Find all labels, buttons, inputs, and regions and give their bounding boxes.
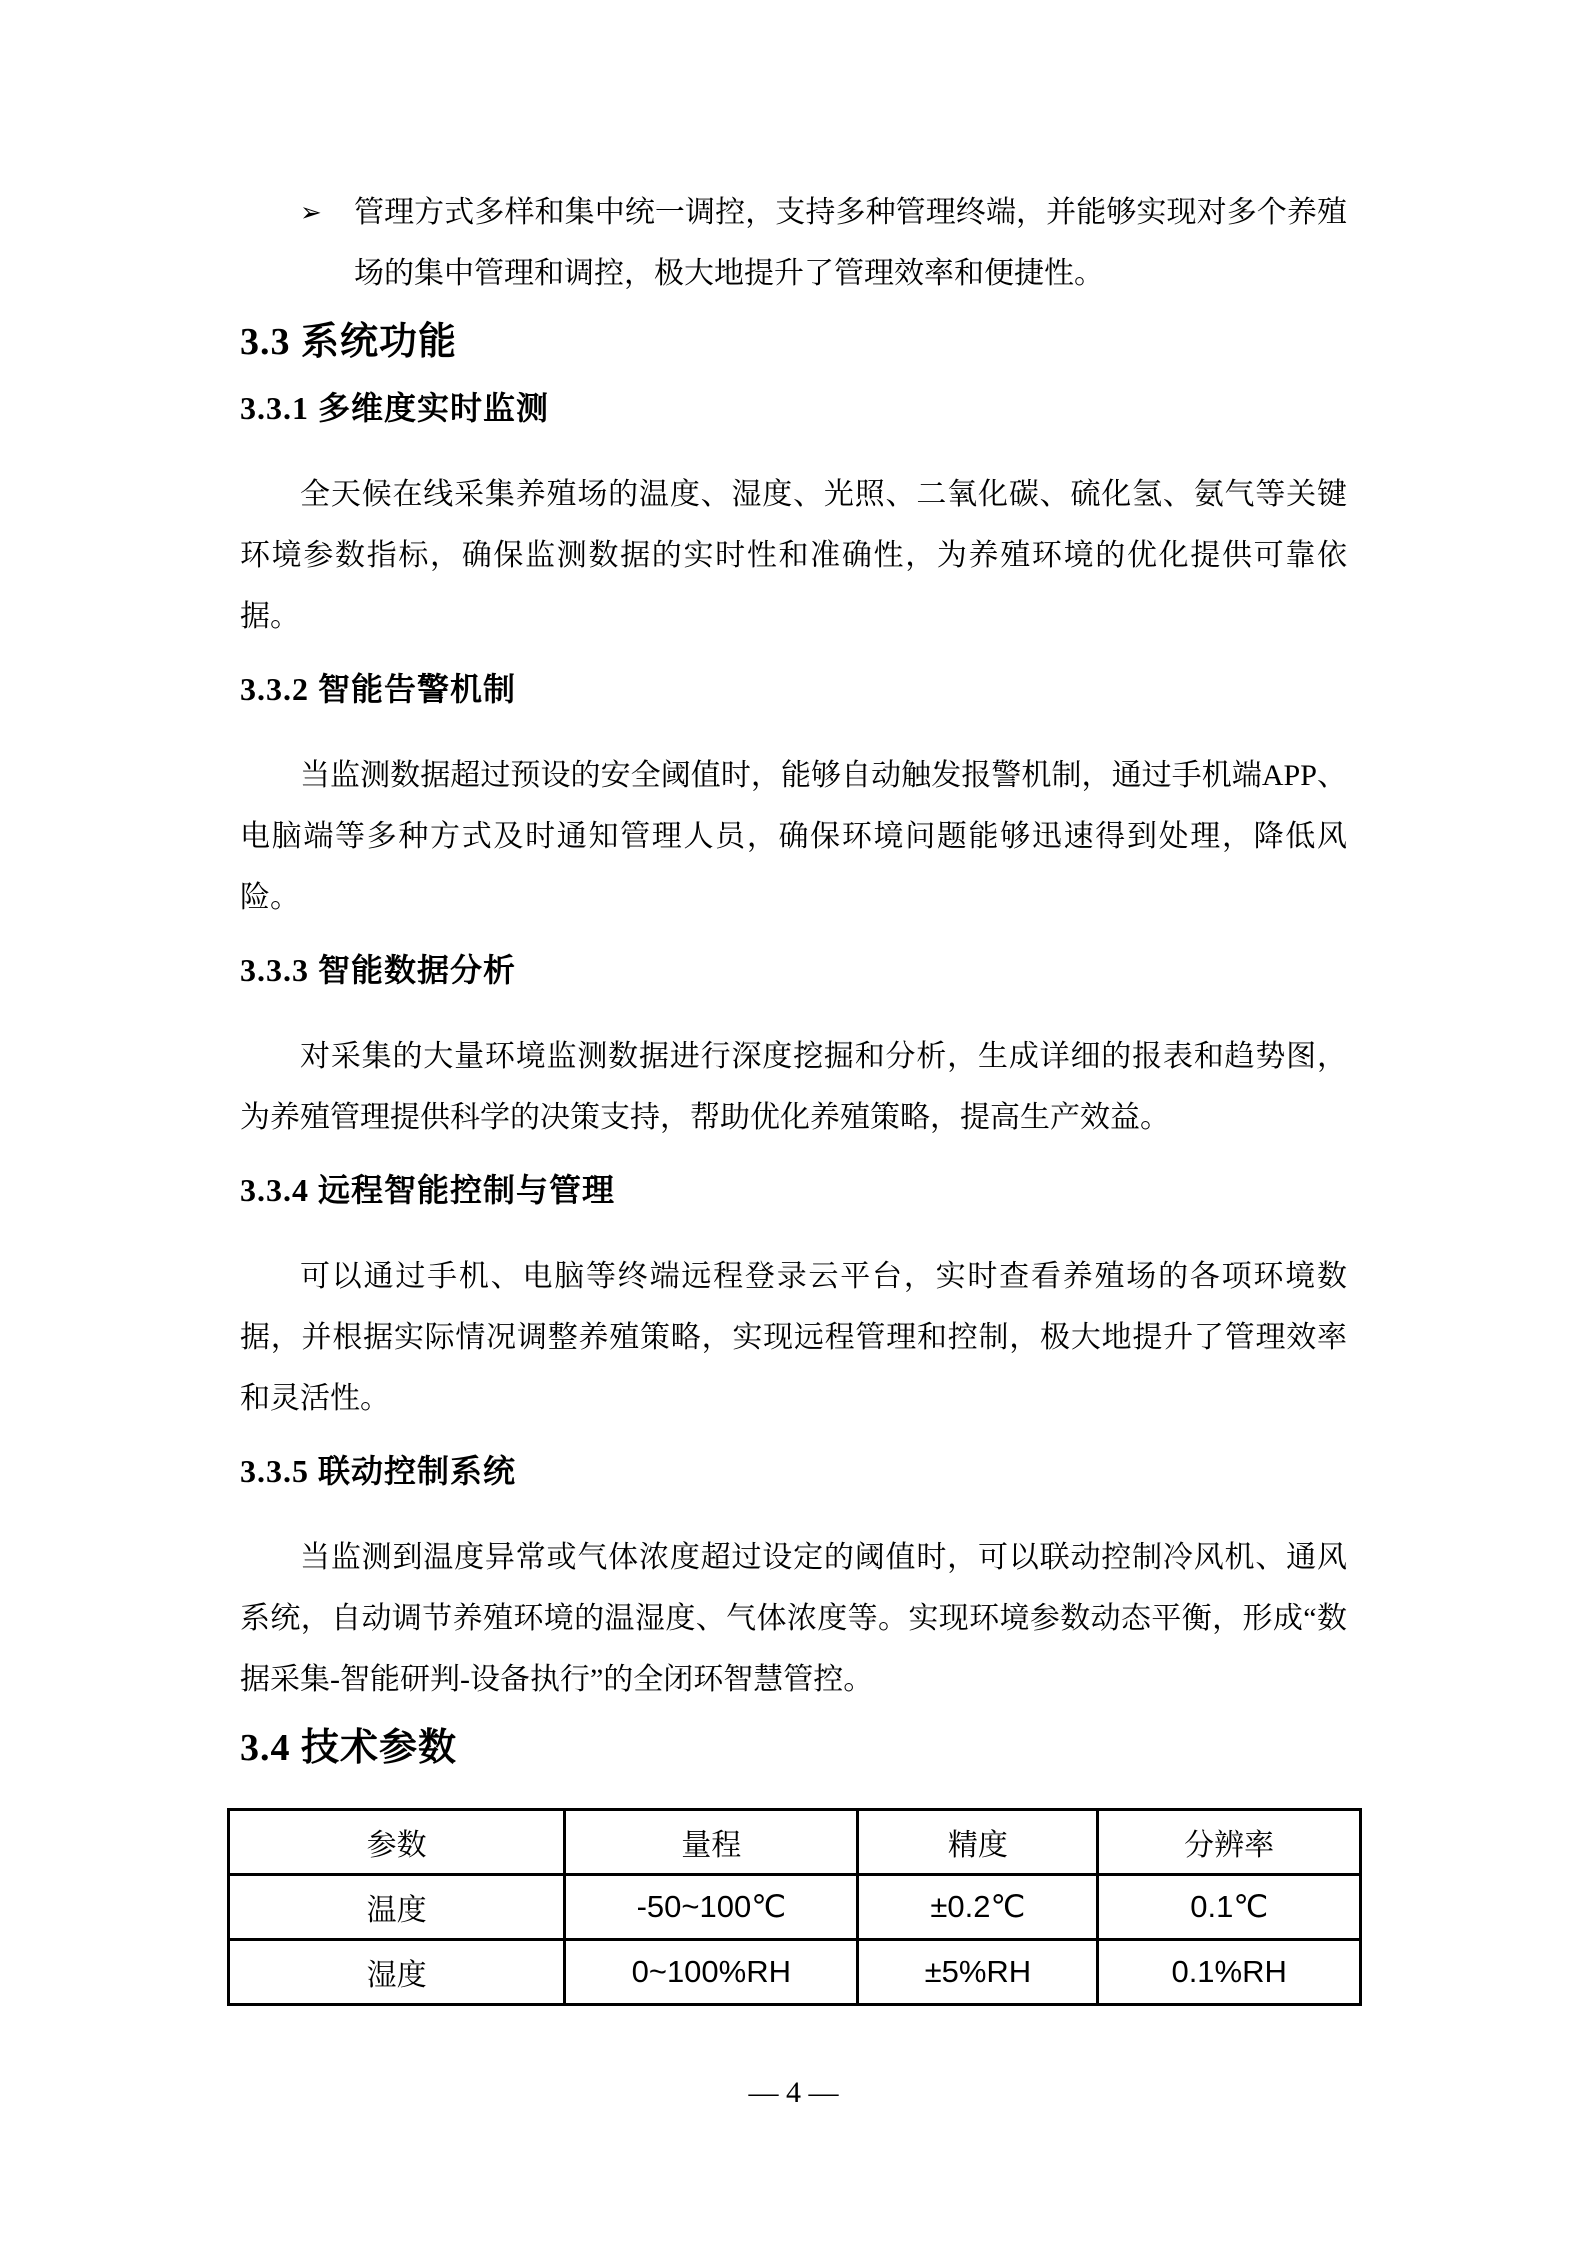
- bullet-list-item: [240, 182, 1347, 304]
- paragraph-3-3-5: 当监测到温度异常或气体浓度超过设定的阈值时，可以联动控制冷风机、通风系统，自动调节养殖环境的温湿度、气体浓度等。实现环境参数动态平衡，形成“数据采集-智能研判-设备执行”的全闭环智慧管控。: [240, 1541, 1347, 1696]
- table-header-cell-resolution: 分辨率: [1098, 1810, 1361, 1875]
- table-cell-temperature-name: 温度: [229, 1875, 565, 1940]
- table-cell-humidity-range: 0~100%RH: [565, 1940, 858, 2005]
- subsection-heading-3-3-5: 3.3.5 联动控制系统: [240, 1453, 517, 1489]
- table-header-cell-range: 量程: [565, 1810, 858, 1875]
- table-cell-humidity-accuracy: ±5%RH: [858, 1940, 1098, 2005]
- paragraph-3-3-2: 当监测数据超过预设的安全阈值时，能够自动触发报警机制，通过手机端APP、电脑端等多种方式及时通知管理人员，确保环境问题能够迅速得到处理，降低风险。: [240, 759, 1347, 914]
- table-header-cell-parameter: 参数: [229, 1810, 565, 1875]
- paragraph-3-3-4: 可以通过手机、电脑等终端远程登录云平台，实时查看养殖场的各项环境数据，并根据实际情况调整养殖策略，实现远程管理和控制，极大地提升了管理效率和灵活性。: [240, 1260, 1347, 1415]
- section-heading-3-3: 3.3 系统功能: [240, 321, 458, 363]
- subsection-heading-3-3-4: 3.3.4 远程智能控制与管理: [240, 1172, 616, 1208]
- paragraph-3-3-1: 全天候在线采集养殖场的温度、湿度、光照、二氧化碳、硫化氢、氨气等关键环境参数指标，确保监测数据的实时性和准确性，为养殖环境的优化提供可靠依据。: [240, 478, 1347, 633]
- subsection-heading-3-3-1: 3.3.1 多维度实时监测: [240, 390, 550, 426]
- table-row-humidity: [229, 1940, 1361, 2005]
- table-cell-temperature-resolution: 0.1℃: [1098, 1875, 1361, 1940]
- subsection-heading-3-3-3: 3.3.3 智能数据分析: [240, 952, 517, 988]
- table-row-temperature: [229, 1875, 1361, 1940]
- arrow-bullet-icon: ➢: [300, 198, 322, 227]
- subsection-heading-3-3-2: 3.3.2 智能告警机制: [240, 671, 517, 707]
- table-header-row: [229, 1810, 1361, 1875]
- table-cell-temperature-range: -50~100℃: [565, 1875, 858, 1940]
- paragraph-3-3-3: 对采集的大量环境监测数据进行深度挖掘和分析，生成详细的报表和趋势图，为养殖管理提供科学的决策支持，帮助优化养殖策略，提高生产效益。: [240, 1040, 1347, 1134]
- bullet-list-item-text: 管理方式多样和集中统一调控，支持多种管理终端，并能够实现对多个养殖场的集中管理和调控，极大地提升了管理效率和便捷性。: [354, 196, 1347, 290]
- table-cell-temperature-accuracy: ±0.2℃: [858, 1875, 1098, 1940]
- tech-params-table: [227, 1808, 1362, 2006]
- page-number: — 4 —: [748, 2076, 839, 2109]
- table-header-cell-accuracy: 精度: [858, 1810, 1098, 1875]
- table-cell-humidity-resolution: 0.1%RH: [1098, 1940, 1361, 2005]
- table-cell-humidity-name: 湿度: [229, 1940, 565, 2005]
- section-heading-3-4: 3.4 技术参数: [240, 1727, 458, 1769]
